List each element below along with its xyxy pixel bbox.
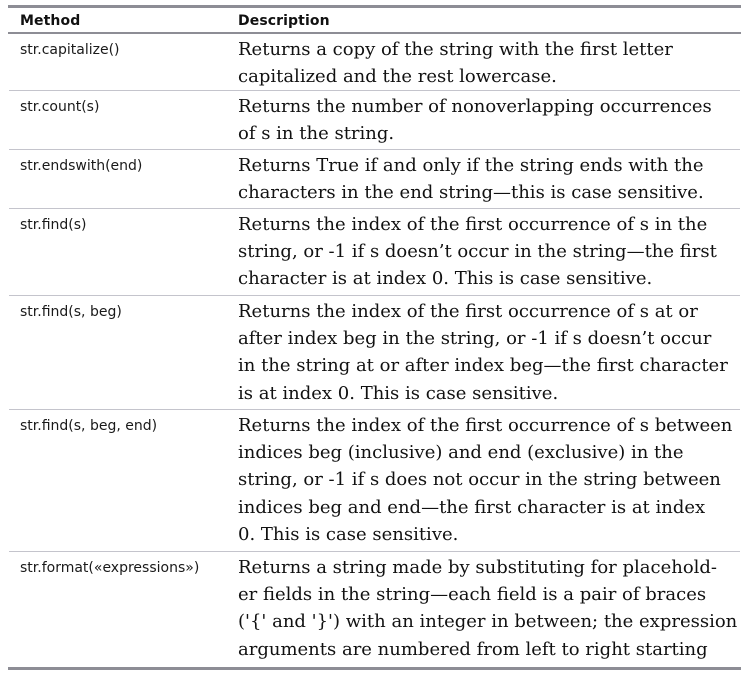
description-line: ('{' and '}') with an integer in between; the expression <box>238 611 738 633</box>
description-line: indices beg (inclusive) and end (exclusive) in the <box>238 442 684 464</box>
method-cell: str.find(s) <box>20 217 87 233</box>
method-cell: str.capitalize() <box>20 42 120 58</box>
method-cell: str.format(«expressions») <box>20 560 200 576</box>
description-line: characters in the end string—this is case sensitive. <box>238 182 704 204</box>
column-header-description: Description <box>238 13 330 29</box>
table-bottom-rule <box>8 667 741 670</box>
table-row <box>8 552 741 664</box>
table-row <box>8 150 741 208</box>
method-cell: str.endswith(end) <box>20 158 143 174</box>
description-line: Returns a copy of the string with the first letter <box>238 39 673 60</box>
description-line: er fields in the string—each field is a pair of braces <box>238 584 707 606</box>
description-line: in the string at or after index beg—the first character <box>238 355 728 377</box>
table-row <box>8 91 741 149</box>
column-header-method: Method <box>20 13 81 29</box>
description-cell <box>238 211 717 293</box>
description-line: Returns a string made by substituting for placehold- <box>238 557 718 578</box>
description-line: is at index 0. This is case sensitive. <box>238 382 559 404</box>
description-line: 0. This is case sensitive. <box>238 523 459 545</box>
description-line: string, or -1 if s doesn’t occur in the string—the first <box>238 241 717 263</box>
description-line: indices beg and end—the first character is at index <box>238 496 706 518</box>
table-row <box>8 296 741 409</box>
description-line: capitalized and the rest lowercase. <box>238 66 557 88</box>
description-cell <box>238 412 732 548</box>
table-header-row <box>8 8 741 32</box>
description-cell <box>238 36 673 90</box>
description-cell <box>238 298 728 407</box>
description-line: string, or -1 if s does not occur in the string between <box>238 469 721 491</box>
method-cell: str.count(s) <box>20 99 100 115</box>
description-line: Returns the index of the first occurrence of s in the <box>238 214 708 235</box>
description-cell <box>238 152 704 206</box>
description-line: character is at index 0. This is case sensitive. <box>238 268 653 290</box>
method-cell: str.find(s, beg, end) <box>20 418 158 434</box>
method-cell: str.find(s, beg) <box>20 304 122 320</box>
table-row <box>8 209 741 295</box>
description-line: Returns the index of the first occurrence of s at or <box>238 301 698 322</box>
description-line: arguments are numbered from left to right starting <box>238 638 708 660</box>
description-line: Returns the number of nonoverlapping occurrences <box>238 96 712 117</box>
description-cell <box>238 554 737 663</box>
description-line: Returns the index of the first occurrence of s between <box>238 415 733 436</box>
table-row <box>8 410 741 551</box>
description-line: after index beg in the string, or -1 if s doesn’t occur <box>238 328 712 350</box>
description-line: of s in the string. <box>238 123 395 145</box>
table-row <box>8 34 741 90</box>
description-cell <box>238 93 712 147</box>
methods-table <box>8 5 741 664</box>
description-line: Returns True if and only if the string ends with the <box>238 155 704 176</box>
